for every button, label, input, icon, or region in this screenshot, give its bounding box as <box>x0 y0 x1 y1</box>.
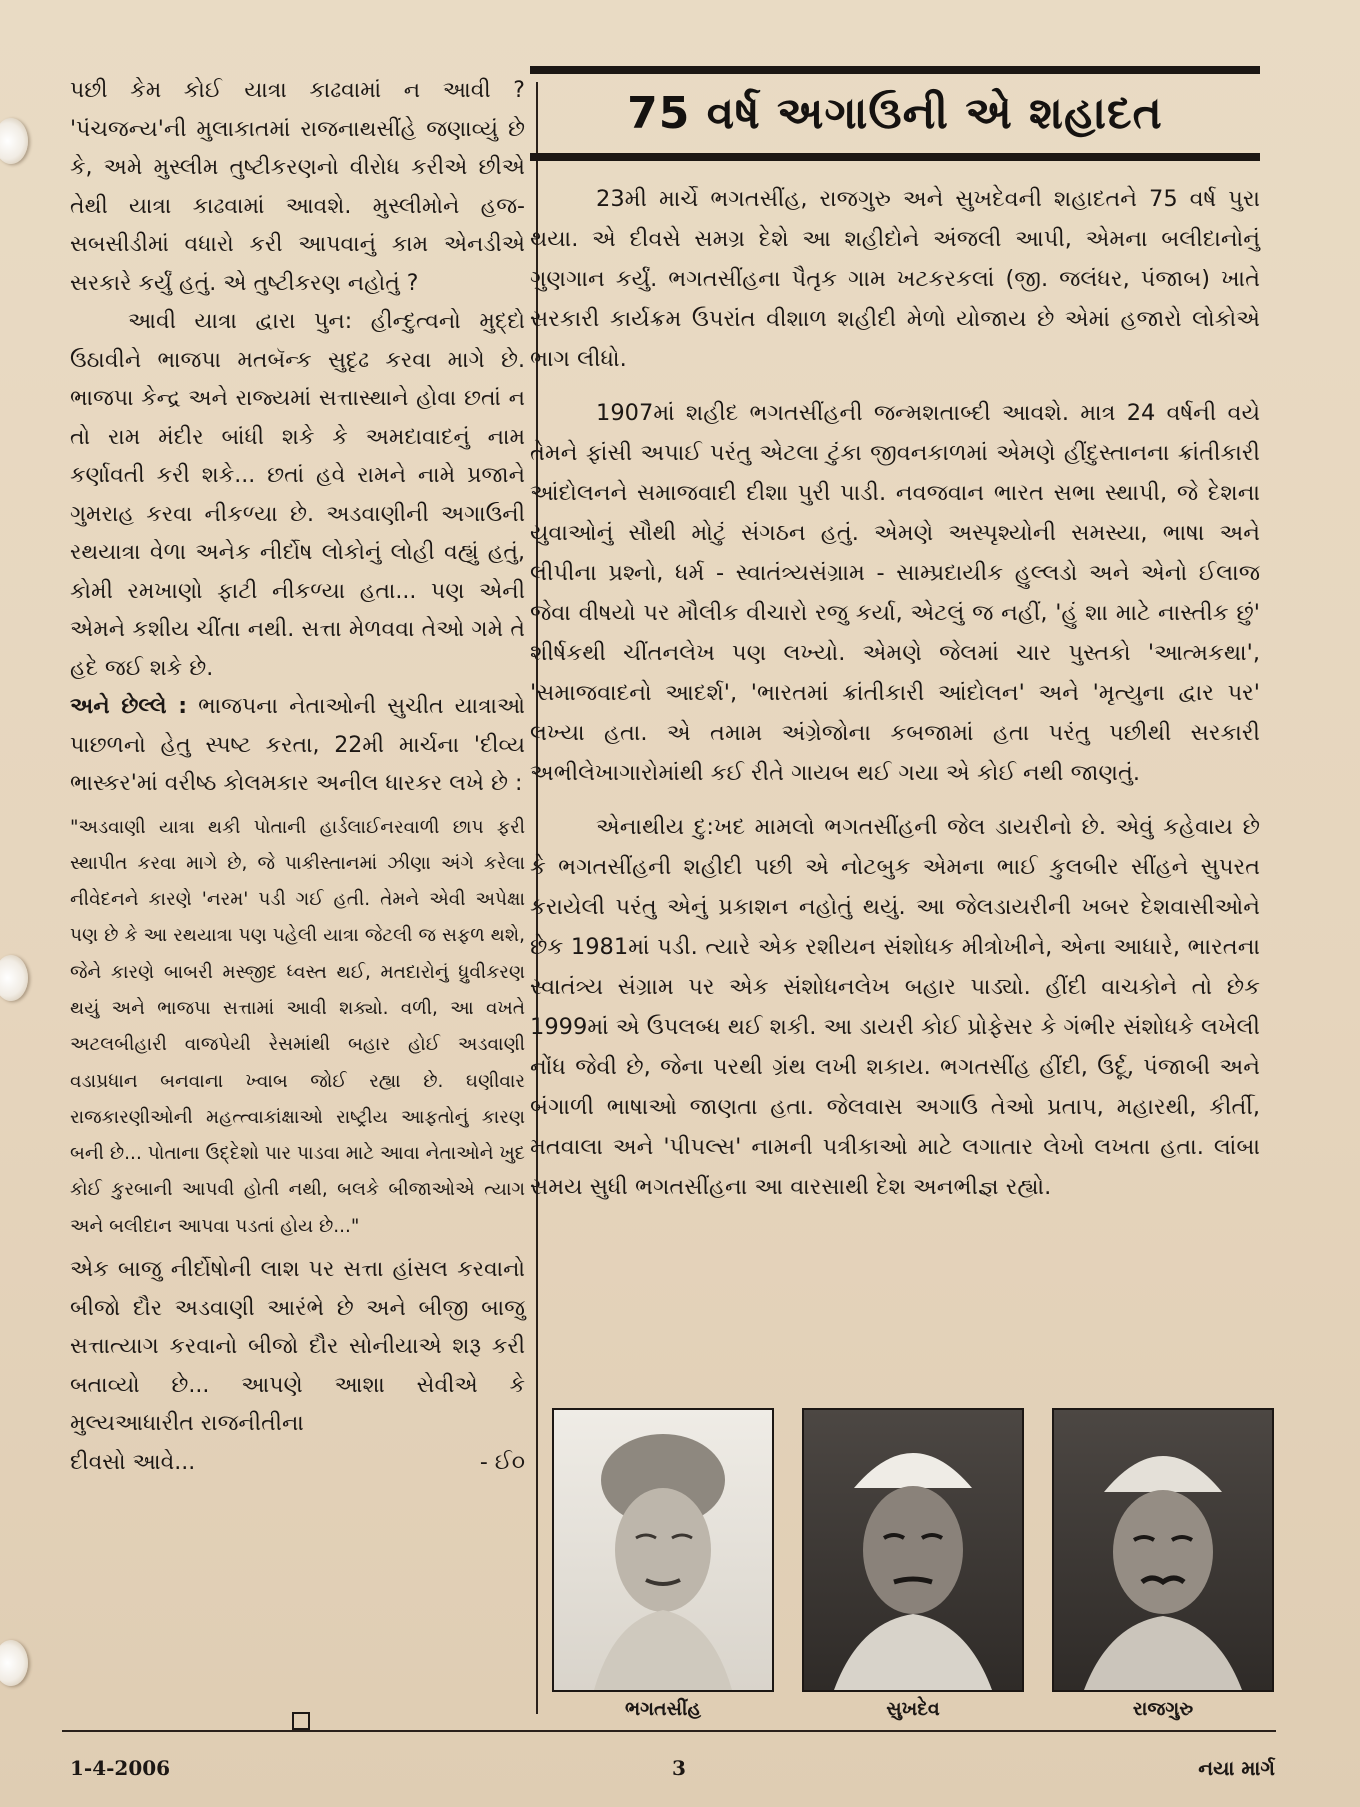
portrait-card <box>802 1408 1024 1726</box>
article-paragraph-3: એનાથીય દુ:ખદ મામલો ભગતસીંહની જેલ ડાયરીનો છે. એવું કહેવાય છે કે ભગતસીંહની શહીદી પછી એ નોટબુક એમના ભાઈ કુલબીર સીંહને સુપરત કરાયેલી પરંતુ એનું પ્રકાશન નહોતું થયું. આ જેલડાયરીની ખબર દેશવાસીઓને છેક 1981માં પડી. ત્યારે એક રશીયન સંશોધક મીત્રોખીને, એના આધારે, ભારતના સ્વાતંત્ર્ય સંગ્રામ પર એક સંશોધનલેખ બહાર પાડ્યો. હીંદી વાચકોને તો છેક 1999માં એ ઉપલબ્ધ થઈ શકી. આ ડાયરી કોઈ પ્રોફેસર કે ગંભીર સંશોધકે લખેલી નોંધ જેવી છે, જેના પરથી ગ્રંથ લખી શકાય. ભગતસીંહ હીંદી, ઉર્દૂ, પંજાબી અને બંગાળી ભાષાઓ જાણતા હતા. જેલવાસ અગાઉ તેઓ પ્રતાપ, મહારથી, કીર્તી, મતવાલા અને 'પીપલ્સ' નામની પત્રીકાઓ માટે લગાતાર લેખો લખતા હતા. લાંબા સમય સુધી ભગતસીંહના આ વારસાથી દેશ અનભીજ્ઞ રહ્યો. <box>530 814 1260 1200</box>
article-title: 75 વર્ષ અગાઉની એ શહાદત <box>627 88 1163 139</box>
footer-rule <box>62 1730 1276 1732</box>
portrait-card <box>1052 1408 1274 1726</box>
page-number: 3 <box>672 1756 686 1780</box>
left-paragraph-3 <box>70 688 525 804</box>
end-mark <box>292 1712 310 1730</box>
portrait-photo-icon <box>1052 1408 1274 1692</box>
portrait-caption: સુખદેવ <box>886 1698 940 1720</box>
punch-hole <box>0 118 28 164</box>
portrait-caption: ભગતસીંહ <box>624 1698 701 1720</box>
portrait-card <box>552 1408 774 1726</box>
punch-hole <box>0 955 28 1001</box>
punch-hole <box>0 1640 28 1686</box>
issue-date: 1-4-2006 <box>70 1756 171 1780</box>
title-rule-bottom <box>530 155 1260 161</box>
magazine-name: નયા માર્ગ <box>1198 1756 1275 1780</box>
quotation: "અડવાણી યાત્રા થકી પોતાની હાર્ડલાઈનરવાળી છાપ ફરી સ્થાપીત કરવા માગે છે, જે પાકીસ્તાનમાં ઝીણા અંગે કરેલા નીવેદનને કારણે 'નરમ' પડી ગઈ હતી. તેમને એવી અપેક્ષા પણ છે કે આ રથયાત્રા પણ પહેલી યાત્રા જેટલી જ સફળ થશે, જેને કારણે બાબરી મસ્જીદ ધ્વસ્ત થઈ, મતદારોનું ધ્રુવીકરણ થયું અને ભાજપા સત્તામાં આવી શક્યો. વળી, આ વખતે અટલબીહારી વાજપેયી રેસમાંથી બહાર હોઈ અડવાણી વડાપ્રધાન બનવાના ખ્વાબ જોઈ રહ્યા છે. ઘણીવાર રાજકારણીઓની મહત્ત્વાકાંક્ષાઓ રાષ્ટ્રીય આફતોનું કારણ બની છે... પોતાના ઉદ્દેશો પાર પાડવા માટે આવા નેતાઓને ખુદ કોઈ કુરબાની આપવી હોતી નથી, બલકે બીજાઓએ ત્યાગ અને બલીદાન આપવા પડતાં હોય છે..." <box>70 816 525 1237</box>
author-signature: - ઈ૦ <box>479 1449 525 1475</box>
title-rule-top <box>530 68 1260 74</box>
closing-line <box>70 1444 525 1482</box>
portrait-photo-icon <box>802 1408 1024 1692</box>
left-paragraph-2: આવી યાત્રા દ્વારા પુન: હીન્દુત્વનો મુદ્દો ઉઠાવીને ભાજપા મતબૅન્ક સુદૃઢ કરવા માગે છે. ભાજપા કેન્દ્ર અને રાજ્યમાં સત્તાસ્થાને હોવા છતાં ન તો રામ મંદીર બાંધી શકે કે અમદાવાદનું નામ કર્ણાવતી કરી શકે... છતાં હવે રામને નામે પ્રજાને ગુમરાહ કરવા નીકળ્યા છે. અડવાણીની અગાઉની રથયાત્રા વેળા અનેક નીર્દોષ લોકોનું લોહી વહ્યું હતું, કોમી રમખાણો ફાટી નીકળ્યા હતા... પણ એની એમને કશીય ચીંતા નથી. સત્તા મેળવવા તેઓ ગમે તે હદે જઈ શકે છે. <box>70 309 525 681</box>
portrait-sketch-icon <box>552 1408 774 1692</box>
portrait-caption: રાજગુરુ <box>1132 1698 1194 1720</box>
left-paragraph-4: એક બાજુ નીર્દોષોની લાશ પર સત્તા હાંસલ કરવાનો બીજો દૌર અડવાણી આરંભે છે અને બીજી બાજુ સત્તાત્યાગ કરવાનો બીજો દૌર સોનીયાએ શરૂ કરી બતાવ્યો છે... આપણે આશા સેવીએ કે મુલ્યઆધારીત રાજનીતીના <box>70 1257 525 1437</box>
left-paragraph-1: પછી કેમ કોઈ યાત્રા કાઢવામાં ન આવી ? 'પંચજન્ય'ની મુલાકાતમાં રાજનાથસીંહે જણાવ્યું છે કે, અમે મુસ્લીમ તુષ્ટીકરણનો વીરોધ કરીએ છીએ તેથી યાત્રા કાઢવામાં આવશે. મુસ્લીમોને હજ-સબસીડીમાં વધારો કરી આપવાનું કામ એનડીએ સરકારે કર્યું હતું. એ તુષ્ટીકરણ નહોતું ? <box>70 78 525 296</box>
article-paragraph-1: 23મી માર્ચે ભગતસીંહ, રાજગુરુ અને સુખદેવની શહાદતને 75 વર્ષ પુરા થયા. એ દીવસે સમગ્ર દેશે આ શહીદોને અંજલી આપી, એમના બલીદાનોનું ગુણગાન કર્યું. ભગતસીંહના પૈતૃક ગામ ખટકરકલાં (જી. જલંધર, પંજાબ) ખાતે સરકારી કાર્યક્રમ ઉપરાંત વીશાળ શહીદી મેળો યોજાય છે એમાં હજારો લોકોએ ભાગ લીધો. <box>530 186 1260 372</box>
paragraph-lead: અને છેલ્લે : <box>70 694 188 719</box>
left-column <box>70 72 525 1482</box>
portrait-row <box>552 1408 1274 1726</box>
article-paragraph-2: 1907માં શહીદ ભગતસીંહની જન્મશતાબ્દી આવશે. માત્ર 24 વર્ષની વયે તેમને ફાંસી અપાઈ પરંતુ એટલા ટુંકા જીવનકાળમાં એમણે હીંદુસ્તાનના ક્રાંતીકારી આંદોલનને સમાજવાદી દીશા પુરી પાડી. નવજવાન ભારત સભા સ્થાપી, જે દેશના યુવાઓનું સૌથી મોટું સંગઠન હતું. એમણે અસ્પૃશ્યોની સમસ્યા, ભાષા અને લીપીના પ્રશ્નો, ધર્મ - સ્વાતંત્ર્યસંગ્રામ - સામ્પ્રદાયીક હુલ્લડો અને એનો ઈલાજ જેવા વીષયો પર મૌલીક વીચારો રજુ કર્યા, એટલું જ નહીં, 'હું શા માટે નાસ્તીક છું' શીર્ષકથી ચીંતનલેખ પણ લખ્યો. એમણે જેલમાં ચાર પુસ્તકો 'આત્મકથા', 'સમાજવાદનો આદર્શ', 'ભારતમાં ક્રાંતીકારી આંદોલન' અને 'મૃત્યુના દ્વાર પર' લખ્યા હતા. એ તમામ અંગ્રેજોના કબજામાં હતા પરંતુ પછીથી સરકારી અભીલેખાગારોમાંથી કઈ રીતે ગાયબ થઈ ગયા એ કોઈ નથી જાણતું. <box>530 400 1260 786</box>
closing-text: દીવસો આવે... <box>70 1449 196 1475</box>
paragraph-text: ભાજપના નેતાઓની સુચીત યાત્રાઓ પાછળનો હેતુ સ્પષ્ટ કરતા, 22મી માર્ચના 'દીવ્ય ભાસ્કર'માં વરીષ્ઠ કોલમકાર અનીલ ધારકર લખે છે : <box>70 694 526 796</box>
article <box>530 64 1260 1221</box>
